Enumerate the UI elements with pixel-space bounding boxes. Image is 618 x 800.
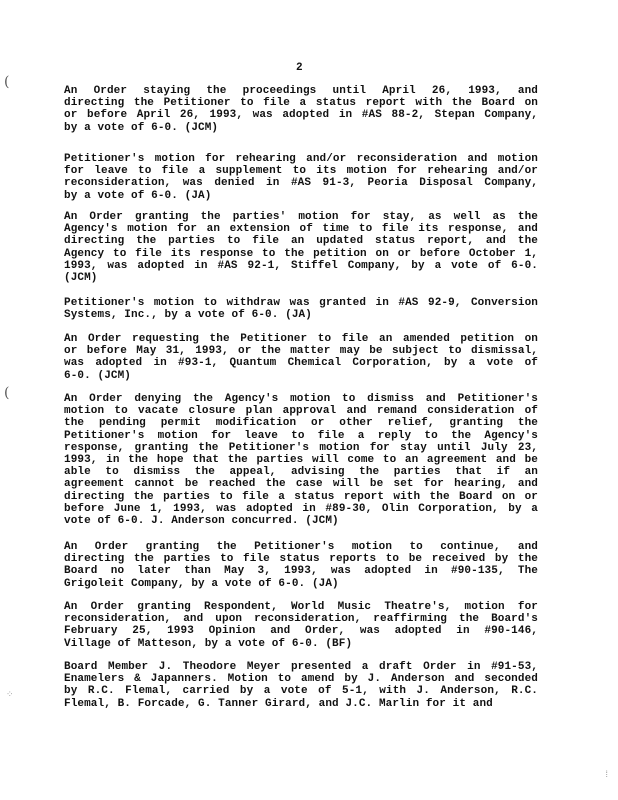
paragraph-line: was adopted in #93-1, Quantum Chemical Corporation, by a vote of <box>64 357 538 370</box>
paragraph-line: Board Member J. Theodore Meyer presented a draft Order in #91-53, <box>64 661 538 673</box>
paragraph-line: directing the Petitioner to file a status report with the Board on <box>64 97 538 110</box>
paragraph-line: An Order denying the Agency's motion to dismiss and Petitioner's <box>64 393 538 405</box>
paragraph-line: An Order granting the parties' motion for stay, as well as the <box>64 211 538 223</box>
paragraph-line: Agency to file its response to the petition on or before October 1, <box>64 247 538 260</box>
page-number: 2 <box>296 62 303 74</box>
paragraph-line: Village of Matteson, by a vote of 6-0. (BF) <box>64 637 353 650</box>
paragraph-line: before June 1, 1993, was adopted in #89-30, Olin Corporation, by a <box>64 502 538 515</box>
paragraph <box>64 85 538 134</box>
paragraph <box>64 661 538 710</box>
paragraph-line: motion to vacate closure plan approval and remand consideration of <box>64 405 538 418</box>
paragraph-line: response, granting the Petitioner's motion for stay until July 23, <box>64 441 538 454</box>
paragraph <box>64 211 538 284</box>
paragraph-line: the pending permit modification or other relief, granting the <box>64 417 538 430</box>
paragraph-line: Enamelers & Japanners. Motion to amend by J. Anderson and seconded <box>64 673 538 686</box>
paragraph-line: directing the parties to file a status report with the Board on or <box>64 490 538 503</box>
paragraph-line: An Order staying the proceedings until April 26, 1993, and <box>64 85 538 97</box>
paragraph-line: (JCM) <box>64 272 98 285</box>
paragraph-line: An Order requesting the Petitioner to file an amended petition on <box>64 333 538 345</box>
paragraph-line: Petitioner's motion to withdraw was granted in #AS 92-9, Conversion <box>64 297 538 309</box>
paragraph-line: reconsideration, and upon reconsideration, reaffirming the Board's <box>64 613 538 626</box>
paragraph-line: February 25, 1993 Opinion and Order, was adopted in #90-146, <box>64 625 538 638</box>
paragraph <box>64 333 538 382</box>
paragraph-line: 1993, in the hope that the parties will come to an agreement and be <box>64 454 538 467</box>
paragraph <box>64 393 538 527</box>
paragraph-line: able to dismiss the appeal, advising the parties that if an <box>64 466 538 479</box>
paragraph-line: Agency's motion for an extension of time to file its response, and <box>64 223 538 236</box>
paragraph-line: reconsideration, was denied in #AS 91-3, Peoria Disposal Company, <box>64 177 538 190</box>
paragraph <box>64 601 538 650</box>
paragraph-line: An Order granting Respondent, World Music Theatre's, motion for <box>64 601 538 613</box>
paragraph-line: for leave to file a supplement to its motion for rehearing and/or <box>64 165 538 178</box>
paragraph <box>64 541 538 590</box>
paragraph-line: Flemal, B. Forcade, G. Tanner Girard, and J.C. Marlin for it and <box>64 697 493 710</box>
paragraph-line: Petitioner's motion for leave to file a reply to the Agency's <box>64 429 538 442</box>
paragraph-line: Petitioner's motion for rehearing and/or reconsideration and motion <box>64 153 538 165</box>
paragraph-line: agreement cannot be reached the case will be set for hearing, and <box>64 478 538 491</box>
paragraph-line: 1993, was adopted in #AS 92-1, Stiffel Company, by a vote of 6-0. <box>64 259 538 272</box>
paragraph-line: vote of 6-0. J. Anderson concurred. (JCM) <box>64 515 339 528</box>
margin-mark-top: ( <box>4 74 10 90</box>
paragraph-line: Board no later than May 3, 1993, was adopted in #90-135, The <box>64 565 538 578</box>
paragraph-line: Grigoleit Company, by a vote of 6-0. (JA) <box>64 577 339 590</box>
paragraph <box>64 297 538 321</box>
paragraph-line: by a vote of 6-0. (JA) <box>64 189 212 202</box>
paragraph-line: An Order granting the Petitioner's motion to continue, and <box>64 541 538 553</box>
paragraph-line: or before May 31, 1993, or the matter may be subject to dismissal, <box>64 345 538 358</box>
paragraph-line: Systems, Inc., by a vote of 6-0. (JA) <box>64 309 312 322</box>
paragraph-line: by R.C. Flemal, carried by a vote of 5-1, with J. Anderson, R.C. <box>64 685 538 698</box>
paragraph <box>64 153 538 202</box>
margin-speck: ⁘ <box>6 690 14 700</box>
paragraph-line: by a vote of 6-0. (JCM) <box>64 121 219 134</box>
paragraph-line: directing the parties to file an updated status report, and the <box>64 235 538 248</box>
paragraph-line: directing the parties to file status reports to be received by the <box>64 553 538 566</box>
paragraph-line: 6-0. (JCM) <box>64 369 132 382</box>
margin-speck-right: ⁞ <box>604 770 610 780</box>
margin-mark-middle: ( <box>4 385 10 401</box>
paragraph-line: or before April 26, 1993, was adopted in #AS 88-2, Stepan Company, <box>64 109 538 122</box>
